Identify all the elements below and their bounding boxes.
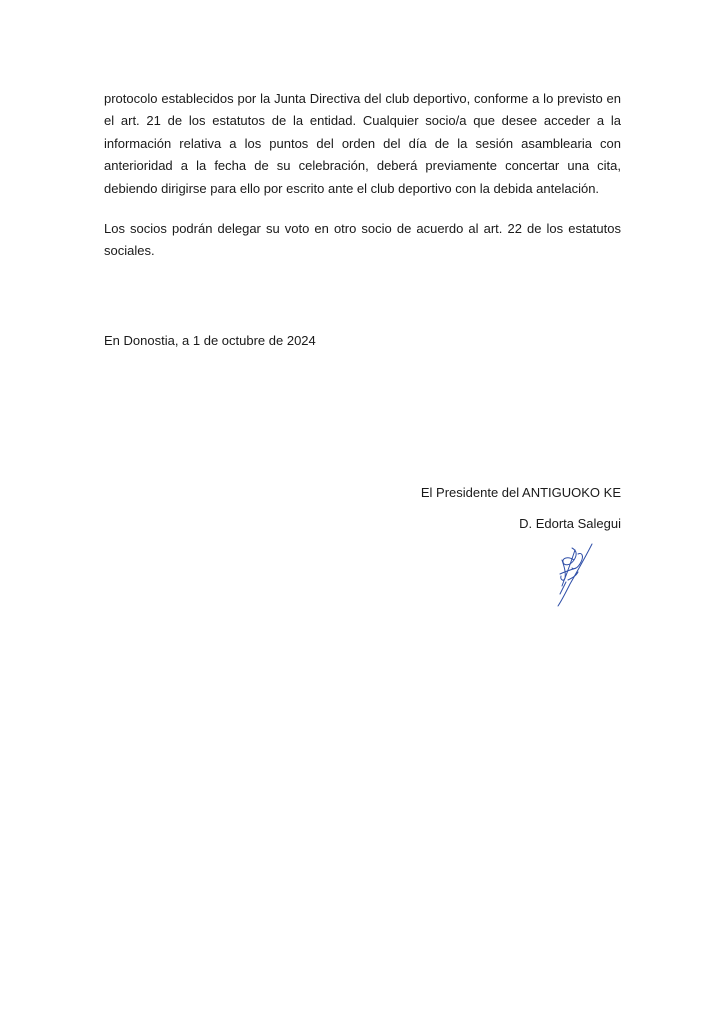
body-paragraph-protocol: protocolo establecidos por la Junta Directiva del club deportivo, conforme a lo previsto en el art. 21 de los estatutos de la entidad. Cualquier socio/a que desee acceder a la información relativa a los puntos del orden del día de la sesión asamblearia con anterioridad a la fecha de su celebración, deberá previamente concertar una cita, debiendo dirigirse para ello por escrito ante el club deportivo con la debida antelación. bbox=[104, 91, 621, 196]
signatory-role: El Presidente del ANTIGUOKO KE bbox=[420, 485, 621, 500]
signatory-name: D. Edorta Salegui bbox=[519, 516, 621, 531]
place-and-date: En Donostia, a 1 de octubre de 2024 bbox=[104, 333, 316, 348]
handwritten-signature-icon bbox=[548, 540, 596, 608]
body-paragraph-vote-delegation: Los socios podrán delegar su voto en otro socio de acuerdo al art. 22 de los estatutos sociales. bbox=[104, 221, 621, 259]
